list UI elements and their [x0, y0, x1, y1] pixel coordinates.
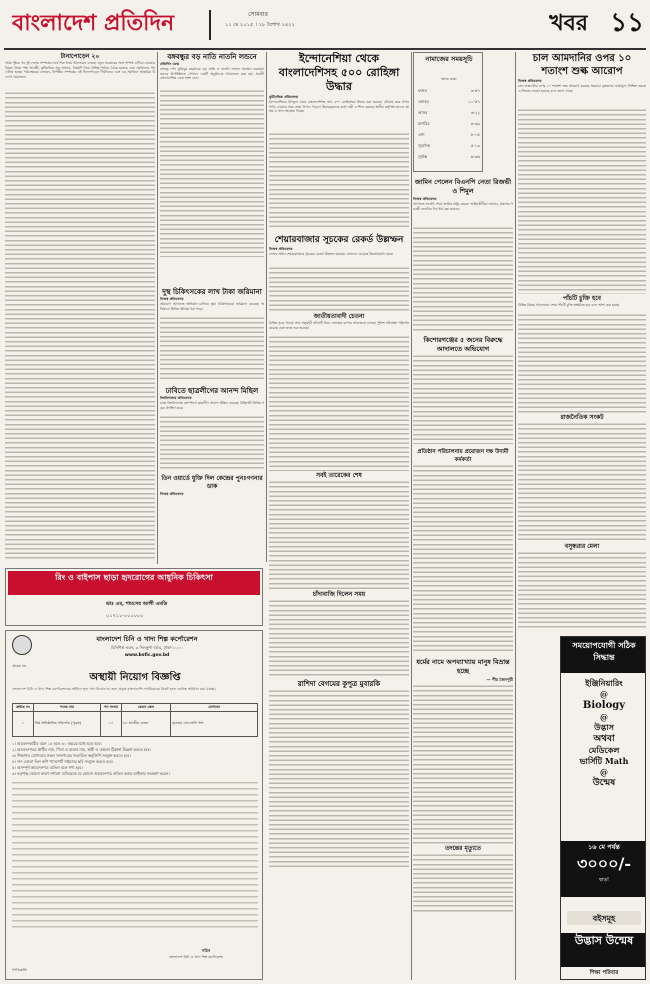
prayer-list	[418, 85, 480, 169]
note-item: ২। আবেদনপত্রে প্রার্থীর নাম, পিতা ও মাতার নাম, স্থায়ী ও বর্তমান ঠিকানা উল্লেখ করতে হবে।	[12, 747, 151, 752]
byline: নিজস্ব প্রতিবেদক	[160, 492, 184, 496]
article-body: ভ্রাম্যমাণ আদালত অভিযান চালিয়ে ভুয়া চিকিৎসককে জরিমানা করেছে। অভিযানে বিভিন্ন অনিয়ম ধরা পড়ে।	[160, 302, 264, 382]
headline-bangabandhu: বঙ্গবন্ধুর বড় নাতি নাতনি লন্ডনে	[167, 52, 257, 61]
prayer-city: আজ ঢাকা	[441, 77, 457, 81]
ad-lead: সময়োপযোগী সঠিক সিদ্ধান্ত	[561, 637, 646, 673]
cell-post: নিম্ন প্রতিষ্ঠানিক পরিদর্শক (পুরুষ)	[34, 711, 101, 736]
course-at: @	[600, 712, 608, 722]
headline-rice-import: চাল আমদানির ওপর ১০ শতাংশ শুল্ক আরোপ	[532, 53, 632, 77]
ref-number: স্মারক নং-	[12, 664, 27, 668]
offer-price: ৩০০০/-	[576, 854, 632, 873]
cell-scale: ৮৮ জাতীয় বেতন	[122, 711, 171, 736]
col-count: পদ সংখ্যা	[101, 704, 122, 712]
article-body: আদালত শুনানি শেষে জামিন মঞ্জুর করেন। আইনজীবীরা জানান, মামলার পরবর্তী শুনানির দিন ধার্য করা হয়েছে।	[413, 202, 513, 332]
course-at: @	[600, 689, 608, 699]
prayer-row	[418, 140, 480, 151]
byline: নিজস্ব প্রতিবেদক	[269, 247, 293, 251]
org-name: বাংলাদেশ চিনি ও খাদ্য শিল্প কর্পোরেশন	[96, 635, 198, 643]
prayer-time: ৮-০৫	[470, 132, 480, 137]
prayer-row	[418, 107, 480, 118]
byline: নিজস্ব প্রতিবেদক	[413, 197, 437, 201]
col-divider	[157, 52, 158, 564]
section-title: খবর	[549, 10, 588, 36]
subhead-investigation: তদন্তের মৃত্যুতে	[444, 845, 482, 852]
ad-udvash	[560, 636, 646, 980]
circular-title: অস্থায়ী নিয়োগ বিজ্ঞপ্তি	[89, 672, 181, 683]
col-qual: যোগ্যতা	[171, 704, 258, 712]
prayer-row	[418, 129, 480, 140]
course-udvash: উদ্ভাস	[594, 722, 614, 732]
article-col2	[160, 52, 264, 612]
prayer-name: জোহর	[418, 99, 429, 104]
body-filler	[269, 599, 409, 679]
body-filler	[269, 480, 409, 590]
prayer-time: ১১-৫৭	[468, 99, 480, 104]
table-header-row	[13, 704, 258, 712]
headline-stock-market: শেয়ারবাজার সূচকের রেকর্ড উল্লম্ফন	[274, 235, 404, 245]
offer-tail: ছাড়!	[598, 877, 610, 883]
prayer-row	[418, 96, 480, 107]
prayer-name: সূর্যোদয়	[418, 143, 431, 148]
article-col1	[5, 52, 155, 564]
article-col6	[518, 52, 646, 632]
issue-date: ১১ মে ২০১৫ । ২৮ বৈশাখ ১৪২২	[224, 22, 296, 28]
cell-count: ১০	[101, 711, 122, 736]
note-item: ৪। সদ্য তোলা তিন কপি পাসপোর্ট সাইজের ছবি সংযুক্ত করতে হবে।	[12, 759, 114, 764]
prayer-name: ফজর	[418, 88, 427, 93]
article-body: ঢাকা বিশ্ববিদ্যালয় ক্যাম্পাসে ছাত্রলীগ আনন্দ মিছিল করেছে। মিছিলটি বিভিন্ন সড়ক প্রদক্ষিণ করে।	[160, 401, 264, 471]
subhead-tarek: সবই তারেকের শেষ	[316, 472, 362, 479]
col-divider	[515, 52, 516, 980]
note-item: ৬। কর্তৃপক্ষ কোনো কারণ দর্শানো ব্যতিরেকে যে কোনো আবেদনপত্র বাতিল করার অধিকার সংরক্ষণ করেন।	[12, 771, 170, 776]
article-body: ইন্দোনেশিয়ার উপকূল থেকে বাংলাদেশিসহ প্রায় ৫০০ রোহিঙ্গাকে উদ্ধার করা হয়েছে। নৌকায় করে সাগর পাড়ি দেওয়ার সময় তারা বিপদে পড়েন। উদ্ধারকৃতদের মধ্যে নারী ও শিশু রয়েছে। স্থানীয় কর্তৃপক্ষ তাদের আশ্রয় ও খাদ্য সহায়তা দিচ্ছে।	[269, 100, 409, 230]
brand-logo: বাংলাদেশ প্রতিদিন	[12, 10, 175, 36]
cell-qual: ন্যূনতম এসএসসি পাশ	[171, 711, 258, 736]
prayer-name: মাগরিব	[418, 121, 430, 126]
prayer-time: ৩-৫৭	[470, 88, 480, 93]
subhead-five-deals: পাঁচটি চুক্তি হবে	[563, 295, 601, 302]
subhead-bashundhara-fair: বসুন্ধরার মেলা	[564, 543, 600, 550]
offer-band	[561, 841, 646, 897]
ad-title: রিং ও বাইপাস ছাড়া হৃদরোগের আধুনিক চিকিৎসা	[55, 572, 213, 582]
vacancy-table	[12, 703, 258, 737]
course-medical: মেডিকেল	[588, 745, 620, 755]
body-filler	[413, 464, 513, 654]
article-center	[269, 52, 409, 982]
org-website[interactable]: www.bsfic.gov.bd	[124, 653, 170, 658]
prayer-time: ৫-১৯	[470, 143, 480, 148]
ad-heart-treatment	[5, 568, 263, 626]
col-divider	[411, 52, 412, 980]
body-filler	[269, 689, 409, 869]
byline: নিজস্ব প্রতিবেদক	[160, 297, 184, 301]
prayer-row	[418, 151, 480, 162]
org-logo	[12, 635, 32, 655]
notes-filler	[12, 780, 258, 930]
circular-footer: গণবিজ্ঞপ্তি	[12, 968, 27, 972]
byline: কূটনৈতিক প্রতিবেদক	[269, 95, 299, 99]
signatory-org: বাংলাদেশ চিনি ও খাদ্য শিল্প কর্পোরেশন	[168, 955, 223, 959]
prayer-name: আসর	[418, 110, 428, 115]
circular-notes	[12, 741, 258, 941]
body-filler	[518, 551, 646, 631]
ad-phone: ০১৭১১-০০০০০০	[106, 613, 144, 619]
article-body: প্রথম পৃষ্ঠার পর দুই দেশের সম্পর্কের নানা দিক নিয়ে আলোচনা চলছে। নতুন সরকারের সঙ্গে সম্পর্ক এগিয়ে নেওয়ার বিষয়ে উভয় পক্ষ আগ্রহী। কূটনৈতিক সূত্র জানায়, বিষয়টি নিয়ে বিভিন্ন পর্যায়ে বৈঠক হয়েছে এবং সমাধানের পথ খোঁজা হচ্ছে। পর্যবেক্ষকরা বলছেন, দ্বিপক্ষীয় সম্পর্কের এই টানাপোড়েন দীর্ঘদিনের এবং এর সমাধানে আন্তরিক উদ্যোগ প্রয়োজন।	[5, 61, 155, 561]
note-item: ৫। অসম্পূর্ণ আবেদনপত্র বাতিল বলে গণ্য হবে।	[12, 765, 83, 770]
course-or: অথবা	[593, 734, 615, 744]
article-body: দেশের প্রধান শেয়ারবাজারে সূচকের রেকর্ড উল্লম্ফন হয়েছে। লেনদেন বেড়েছে উল্লেখযোগ্য হারে।	[269, 252, 409, 312]
prayer-name: এশা	[418, 132, 425, 137]
col-divider	[266, 52, 267, 562]
col-scale: বেতন স্কেল	[122, 704, 171, 712]
circular-intro: বাংলাদেশ চিনি ও খাদ্য শিল্প কর্পোরেশনের অধীনে শূন্য পদে নিয়োগের জন্য প্রকৃত বাংলাদেশি নাগরিকদের নিকট হতে দরখাস্ত আহ্বান করা যাচ্ছে।	[12, 687, 216, 691]
headline-religion: ধর্মের নামে অপব্যাখ্যায় মানুষ বিভ্রান্ত হচ্ছে	[416, 658, 510, 675]
signatory: সচিব	[201, 948, 211, 953]
table-row	[13, 711, 258, 736]
books-label: বইসমূহ	[567, 911, 641, 925]
subhead-nationalist: জাতীয়তাবাদী চেতনা	[313, 313, 365, 320]
course-engineering: ইঞ্জিনিয়ারিং	[585, 678, 623, 688]
masthead	[4, 4, 646, 48]
course-math: ভার্সিটি Math	[579, 756, 629, 766]
continuation-label: টানাপোড়েন ২০	[60, 53, 100, 60]
headline-fake-doctor: দুস্থ চিকিৎসকের লাখ টাকা জরিমানা	[162, 287, 262, 296]
article-body: চাল আমদানির ওপর ১০ শতাংশ শুল্ক আরোপ করেছে সরকার। কৃষকদের ন্যায্যমূল্য নিশ্চিত করতে এ সিদ্ধান্ত নেওয়া হয়েছে বলে জানা গেছে।	[518, 84, 646, 294]
headline-rohingya: ইন্দোনেশিয়া থেকে বাংলাদেশিসহ ৫০০ রোহিঙ্গা উদ্ধার	[278, 52, 400, 93]
offer-date: ১৬ মে পর্যন্ত	[588, 843, 620, 851]
article-body: বিভিন্ন বিষয়ে আলোচনা শেষে পাঁচটি চুক্তি স্বাক্ষরিত হবে বলে আশা করা হচ্ছে।	[518, 303, 646, 413]
byline: নিজস্ব প্রতিবেদক	[518, 79, 542, 83]
byline: প্রতিদিন ডেস্ক	[160, 62, 179, 66]
note-item: ১। আবেদনকারীর বয়স ১৮ হতে ৩০ বছরের মধ্যে হতে হবে।	[12, 741, 102, 746]
masthead-rule	[4, 48, 646, 50]
col-post: পদের নাম	[34, 704, 101, 712]
article-body: বিভিন্ন সূত্রে পাওয়া তথ্য অনুযায়ী ঘটনাটি নিয়ে এলাকায় ব্যাপক আলোচনা চলছে। পুলিশ ঘটনাস্থল পরিদর্শন করেছে এবং তদন্ত শুরু হয়েছে।	[269, 321, 409, 471]
course-unmesh: উন্মেষ	[592, 778, 616, 788]
byline: বিশ্ববিদ্যালয় প্রতিবেদক	[160, 396, 192, 400]
course-biology: Biology	[582, 700, 626, 711]
course-at: @	[600, 767, 608, 777]
headline-bail: জামিন পেলেন বিএনপি নেতা রিজভী ও শিমুল	[414, 178, 512, 195]
prayer-row	[418, 118, 480, 129]
article-col5	[413, 178, 513, 978]
prayer-times	[413, 52, 483, 172]
subhead-extortion: চাঁদাবাজি দিলেন সময়	[312, 591, 366, 598]
ad-brand: উদ্ভাস উন্মেষ	[561, 933, 646, 967]
article-body: বঙ্গবন্ধু শেখ মুজিবুর রহমানের বড় নাতি ও নাতনি লন্ডনে অবস্থান করছেন। তাদের উপস্থিতিতে সেখানে একটি অনুষ্ঠানের আয়োজন করা হয়। প্রবাসী বাংলাদেশিরা এতে অংশ নেন।	[160, 67, 264, 257]
page-number: ১১	[610, 8, 644, 38]
body-filler	[413, 853, 513, 913]
prayer-time: ৩-২২	[470, 110, 480, 115]
cell-serial: ১	[13, 711, 34, 736]
headline-kishoreganj: কিশোরগঞ্জের ৫ জনের বিরুদ্ধে আদালতে অভিযোগ	[423, 336, 503, 353]
headline-du-procession: ঢাবিতে ছাত্রলীগের আনন্দ মিছিল	[165, 386, 259, 395]
col-serial: ক্রমিক নং	[13, 704, 34, 712]
body-filler	[518, 422, 646, 542]
issue-day: সোমবার	[248, 11, 268, 18]
prayer-time: ৬-৩৬	[470, 154, 480, 159]
ad-contact: ডাঃ এম, শামসের আলী এমডি	[106, 601, 168, 607]
ad-brand-sub: শিক্ষা পরিবার	[589, 970, 619, 976]
headline-efficient-officer: প্রতিষ্ঠান পরিচালনায় প্রয়োজন দক্ষ উদ্যমী কর্মকর্তা	[417, 449, 509, 463]
job-circular	[5, 630, 263, 980]
body-filler	[413, 684, 513, 844]
org-address: চিনিশিল্প ভবন, ৩ দিলকুশা বা/এ, ঢাকা-১০০০	[111, 645, 183, 650]
subhead-political-crisis: রাজনৈতিক সংকট	[560, 414, 604, 421]
prayer-row	[418, 85, 480, 96]
prayer-name: সূর্যাস্ত	[418, 154, 427, 159]
prayer-title: নামাজের সময়সূচি	[425, 55, 473, 63]
note-item: ৩। শিক্ষাগত যোগ্যতার সকল সনদপত্রের সত্যায়িত অনুলিপি সংযুক্ত করতে হবে।	[12, 753, 131, 758]
ad-courses	[561, 677, 646, 837]
headline-recount: তিন ওয়ার্ডে যুক্তি দিল কেন্দ্রের পুনঃগণনার ডাক	[161, 475, 263, 490]
prayer-time: ৬-৩৯	[470, 121, 480, 126]
body-filler	[413, 354, 513, 444]
quote-attribution: — পীর জৈনপুরী	[486, 677, 513, 682]
subhead-rashida: রাশিদা বেগমের কুপুত্র মুবারকি	[297, 679, 381, 688]
